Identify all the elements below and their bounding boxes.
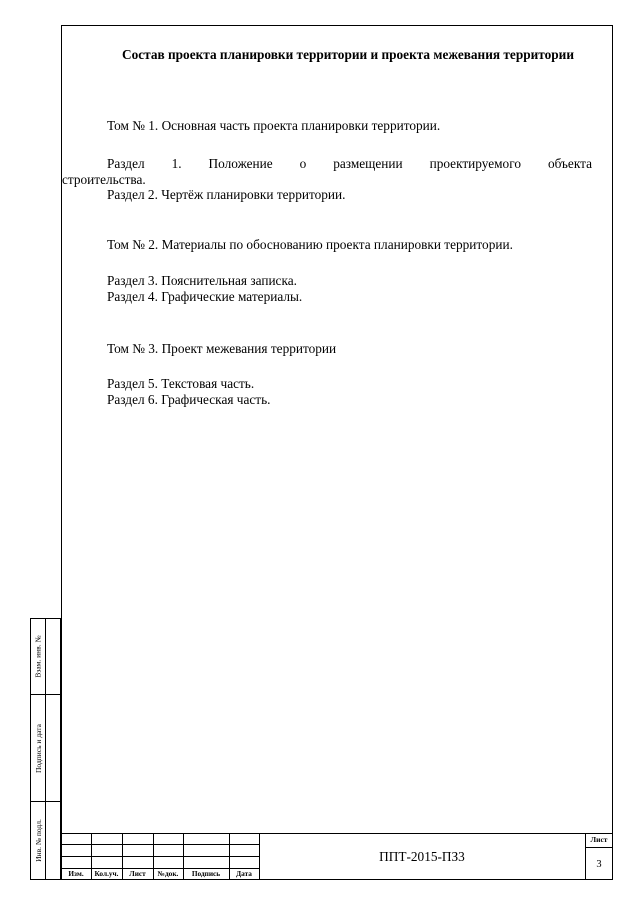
title-block-column-label: Кол.уч. <box>94 869 119 878</box>
section-1-continuation: строительства. <box>62 172 146 187</box>
side-field-label: Взам. инв. № <box>33 635 43 678</box>
section-2: Раздел 2. Чертёж планировки территории. <box>107 187 346 202</box>
volume-3: Том № 3. Проект межевания территории <box>107 341 337 356</box>
volume-1: Том № 1. Основная часть проекта планировки территории. <box>107 118 441 133</box>
section-6: Раздел 6. Графическая часть. <box>107 392 271 407</box>
document-code: ППТ-2015-ПЗ3 <box>379 848 465 864</box>
title-block-column-label: Изм. <box>68 869 84 878</box>
title-block-column-label: Лист <box>129 869 146 878</box>
document-title: Состав проекта планировки территории и проекта межевания территории <box>121 47 575 62</box>
side-field-replacement <box>30 618 61 695</box>
side-field-inventory <box>30 801 61 880</box>
side-field-label: Инв. № подл. <box>33 819 43 862</box>
section-3: Раздел 3. Пояснительная записка. <box>107 273 297 288</box>
section-1-word: о <box>299 156 307 171</box>
section-1-word: 1. <box>171 156 182 171</box>
section-1-word: Положение <box>208 156 273 171</box>
section-1-line <box>107 156 592 172</box>
side-field-label: Подпись и дата <box>33 723 43 773</box>
volume-2: Том № 2. Материалы по обоснованию проекта планировки территории. <box>107 237 513 252</box>
section-4: Раздел 4. Графические материалы. <box>107 289 303 304</box>
section-1-word: Раздел <box>107 156 145 171</box>
page-frame <box>61 25 613 880</box>
title-block <box>61 833 613 880</box>
title-block-column-label: Дата <box>236 869 252 878</box>
title-block-column-label: №док. <box>157 869 179 878</box>
title-block-column-label: Подпись <box>191 869 221 878</box>
sheet-label: Лист <box>590 835 608 844</box>
side-field-signature <box>30 694 61 802</box>
section-1-word: размещении <box>333 156 403 171</box>
section-1-word: объекта <box>547 156 592 171</box>
section-1-word: проектируемого <box>429 156 521 171</box>
sheet-number: 3 <box>596 858 602 870</box>
section-5: Раздел 5. Текстовая часть. <box>107 376 255 391</box>
